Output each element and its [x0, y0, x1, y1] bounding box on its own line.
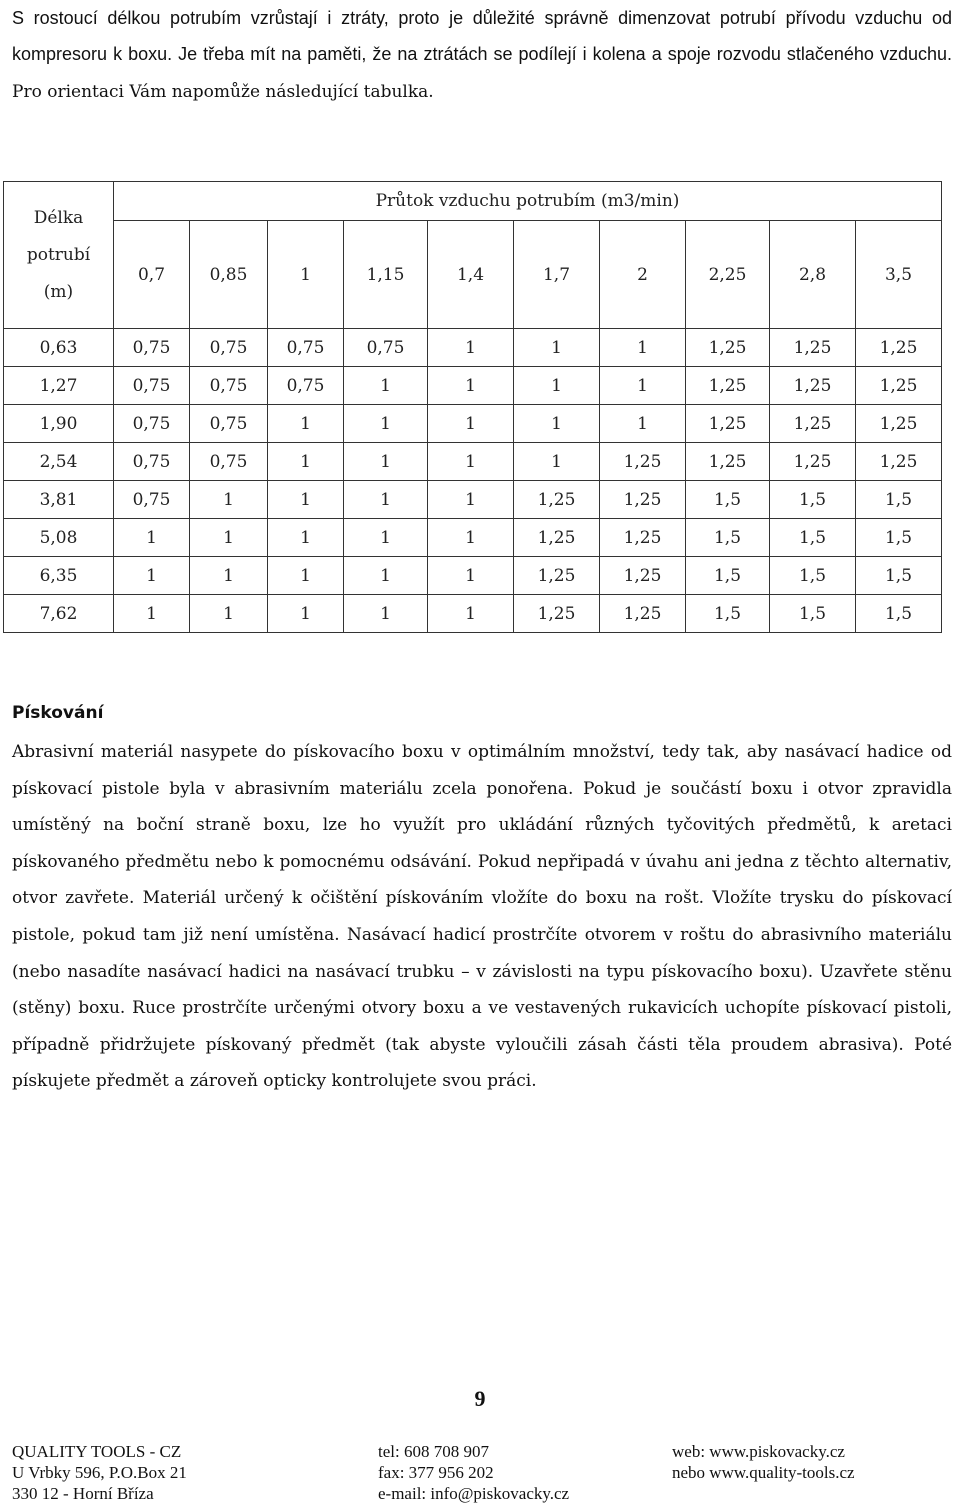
pipe-diameter-cell: 1 [600, 329, 686, 367]
pipe-diameter-cell: 0,75 [114, 329, 190, 367]
pipe-diameter-cell: 1,25 [686, 367, 770, 405]
table-row [4, 443, 942, 481]
pipe-diameter-cell: 1 [344, 595, 428, 633]
pipe-diameter-cell: 0,75 [190, 329, 268, 367]
pipe-diameter-cell: 1,25 [600, 595, 686, 633]
pipe-diameter-cell: 1 [428, 557, 514, 595]
pipe-diameter-cell: 1,25 [770, 405, 856, 443]
pipe-diameter-cell: 1 [514, 367, 600, 405]
pipe-length-cell: 7,62 [4, 595, 114, 633]
footer-line: U Vrbky 596, P.O.Box 21 [12, 1463, 187, 1482]
pipe-diameter-cell: 1 [428, 519, 514, 557]
pipe-diameter-cell: 1,5 [770, 595, 856, 633]
pipe-diameter-cell: 1 [344, 367, 428, 405]
table-row [4, 557, 942, 595]
table-flows-row [4, 221, 942, 329]
pipe-diameter-cell: 1 [344, 557, 428, 595]
row-header-cell [4, 182, 114, 329]
pipe-diameter-cell: 1 [514, 443, 600, 481]
pipe-diameter-cell: 1,25 [514, 481, 600, 519]
flow-value-cell: 1,4 [428, 221, 514, 329]
pipe-diameter-cell: 1,25 [770, 367, 856, 405]
pipe-diameter-cell: 1 [514, 405, 600, 443]
table-flow-header-row [4, 182, 942, 221]
pipe-diameter-cell: 1 [428, 329, 514, 367]
footer-company [12, 1441, 187, 1504]
table-row [4, 519, 942, 557]
pipe-diameter-cell: 1,5 [686, 519, 770, 557]
table-row [4, 329, 942, 367]
row-header-line: Délka [33, 207, 84, 228]
flow-value-cell: 2,25 [686, 221, 770, 329]
pipe-diameter-cell: 1 [344, 443, 428, 481]
pipe-diameter-cell: 1,5 [686, 481, 770, 519]
pipe-diameter-cell: 1 [190, 557, 268, 595]
pipe-diameter-cell: 1,25 [856, 367, 942, 405]
pipe-diameter-cell: 1 [114, 557, 190, 595]
pipe-diameter-cell: 1 [268, 519, 344, 557]
pipe-diameter-cell: 1,25 [686, 405, 770, 443]
footer-line: 330 12 - Horní Bříza [12, 1484, 154, 1503]
footer-web [672, 1441, 855, 1483]
intro-text: S rostoucí délkou potrubím vzrůstají i ztráty, proto je důležité správně dimenzovat potrubí přívodu vzduchu od kompresoru k boxu. Je třeba mít na paměti, že na ztrátách se podílejí i kolena a spoje rozvodu stlačeného vzduchu. [12, 8, 952, 64]
pipe-diameter-cell: 1,25 [600, 557, 686, 595]
pipe-diameter-cell: 1 [600, 367, 686, 405]
footer-line: e-mail: info@piskovacky.cz [378, 1484, 570, 1503]
pipe-diameter-cell: 1,5 [770, 519, 856, 557]
pipe-diameter-cell: 1,25 [856, 329, 942, 367]
pipe-diameter-cell: 1 [428, 405, 514, 443]
pipe-diameter-cell: 0,75 [268, 367, 344, 405]
table-row [4, 595, 942, 633]
pipe-diameter-cell: 1,5 [770, 481, 856, 519]
pipe-diameter-cell: 1,25 [686, 443, 770, 481]
footer-link: web: www.piskovacky.cz [672, 1442, 845, 1461]
pipe-diameter-cell: 1,25 [856, 405, 942, 443]
flow-value-cell: 3,5 [856, 221, 942, 329]
pipe-diameter-cell: 1,25 [514, 557, 600, 595]
airflow-table [3, 181, 942, 633]
pipe-diameter-cell: 0,75 [190, 405, 268, 443]
pipe-diameter-cell: 1,25 [600, 443, 686, 481]
pipe-diameter-cell: 1,5 [686, 557, 770, 595]
pipe-diameter-cell: 1,25 [600, 519, 686, 557]
flow-value-cell: 0,7 [114, 221, 190, 329]
table-body [4, 329, 942, 633]
pipe-diameter-cell: 1 [344, 519, 428, 557]
flow-value-cell: 1,7 [514, 221, 600, 329]
pipe-length-cell: 6,35 [4, 557, 114, 595]
pipe-diameter-cell: 1 [268, 443, 344, 481]
pipe-diameter-cell: 0,75 [114, 367, 190, 405]
pipe-length-cell: 3,81 [4, 481, 114, 519]
pipe-diameter-cell: 1,25 [514, 519, 600, 557]
intro-text-continued: Pro orientaci Vám napomůže následující tabulka. [12, 82, 434, 102]
pipe-diameter-cell: 1 [268, 481, 344, 519]
pipe-diameter-cell: 1 [268, 405, 344, 443]
pipe-diameter-cell: 0,75 [190, 443, 268, 481]
pipe-length-cell: 1,27 [4, 367, 114, 405]
footer-line: tel: 608 708 907 [378, 1442, 489, 1461]
table-row [4, 367, 942, 405]
pipe-diameter-cell: 1,25 [856, 443, 942, 481]
pipe-length-cell: 5,08 [4, 519, 114, 557]
pipe-diameter-cell: 1 [428, 443, 514, 481]
pipe-diameter-cell: 1 [190, 595, 268, 633]
pipe-diameter-cell: 1,25 [514, 595, 600, 633]
pipe-diameter-cell: 1 [428, 595, 514, 633]
pipe-diameter-cell: 1,25 [600, 481, 686, 519]
pipe-diameter-cell: 1 [114, 595, 190, 633]
pipe-diameter-cell: 1 [344, 481, 428, 519]
table-row [4, 405, 942, 443]
footer-link: nebo www.quality-tools.cz [672, 1463, 855, 1482]
intro-paragraph [12, 0, 952, 110]
row-header-line: (m) [43, 281, 74, 302]
pipe-diameter-cell: 1 [600, 405, 686, 443]
pipe-diameter-cell: 1,25 [770, 443, 856, 481]
section-body: Abrasivní materiál nasypete do pískovacího boxu v optimálním množství, tedy tak, aby nasávací hadice od pískovací pistole byla v abrasivním materiálu zcela ponořena. Pokud je součástí boxu i otvor zpravidla umístěný na boční straně boxu, lze ho využít pro ukládání různých tyčovitých předmětů, k aretaci pískovaného předmětu nebo k pomocnému odsávání. Pokud nepřipadá v úvahu ani jedna z těchto alternativ, otvor zavřete. Materiál určený k očištění pískováním vložíte do boxu na rošt. Vložíte trysku do pískovací pistole, pokud tam již není umístěna. Nasávací hadicí prostrčíte otvorem v roštu do abrasivního materiálu (nebo nasadíte nasávací hadici na nasávací trubku – v závislosti na typu pískovacího boxu). Uzavřete stěnu (stěny) boxu. Ruce prostrčíte určenými otvory boxu a ve vestavených rukavicích uchopíte pískovací pistoli, případně přidržujete pískovaný předmět (tak abyste vyloučili zásah části těla proudem abrasiva). Poté pískujete předmět a zároveň opticky kontrolujete svou práci. [12, 742, 952, 1092]
pipe-diameter-cell: 1 [344, 405, 428, 443]
pipe-diameter-cell: 0,75 [268, 329, 344, 367]
flow-value-cell: 2 [600, 221, 686, 329]
flow-value-cell: 2,8 [770, 221, 856, 329]
flow-value-cell: 1 [268, 221, 344, 329]
pipe-diameter-cell: 1 [268, 595, 344, 633]
pipe-diameter-cell: 1,5 [686, 595, 770, 633]
pipe-length-cell: 1,90 [4, 405, 114, 443]
pipe-diameter-cell: 1,5 [856, 557, 942, 595]
section-title: Pískování [12, 703, 104, 723]
pipe-length-cell: 2,54 [4, 443, 114, 481]
flow-value-cell: 1,15 [344, 221, 428, 329]
pipe-length-cell: 0,63 [4, 329, 114, 367]
footer-contact [378, 1441, 569, 1504]
pipe-diameter-cell: 1,25 [770, 329, 856, 367]
pipe-diameter-cell: 1 [190, 519, 268, 557]
pipe-diameter-cell: 1,5 [770, 557, 856, 595]
pipe-diameter-cell: 0,75 [114, 443, 190, 481]
pipe-diameter-cell: 1 [268, 557, 344, 595]
flow-value-cell: 0,85 [190, 221, 268, 329]
pipe-diameter-cell: 1 [114, 519, 190, 557]
page-number: 9 [474, 1386, 486, 1411]
table-row [4, 481, 942, 519]
pipe-diameter-cell: 0,75 [344, 329, 428, 367]
pipe-diameter-cell: 0,75 [190, 367, 268, 405]
pipe-diameter-cell: 1,25 [686, 329, 770, 367]
row-header-line: potrubí [26, 244, 91, 265]
pipe-diameter-cell: 1 [190, 481, 268, 519]
flow-header-cell: Průtok vzduchu potrubím (m3/min) [114, 182, 942, 221]
pipe-diameter-cell: 1,5 [856, 481, 942, 519]
pipe-diameter-cell: 1 [428, 367, 514, 405]
pipe-diameter-cell: 1 [428, 481, 514, 519]
pipe-diameter-cell: 0,75 [114, 481, 190, 519]
footer-line: fax: 377 956 202 [378, 1463, 494, 1482]
pipe-diameter-cell: 1,5 [856, 519, 942, 557]
pipe-diameter-cell: 0,75 [114, 405, 190, 443]
footer-line: QUALITY TOOLS - CZ [12, 1442, 182, 1461]
pipe-diameter-cell: 1 [514, 329, 600, 367]
pipe-diameter-cell: 1,5 [856, 595, 942, 633]
